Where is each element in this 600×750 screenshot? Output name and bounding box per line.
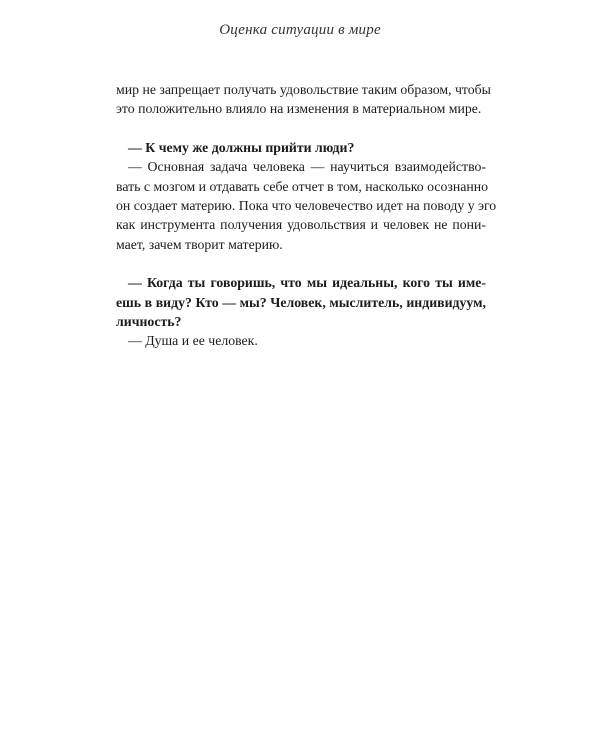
text-line: как инструмента получения удовольствия и человек не пони- bbox=[116, 217, 486, 233]
paragraph-continuation bbox=[116, 80, 491, 119]
question-line: ешь в виду? Кто — мы? Человек, мыслитель, индивидуум, bbox=[116, 294, 486, 310]
question-1 bbox=[116, 138, 486, 157]
question-2 bbox=[116, 273, 486, 331]
answer-1 bbox=[116, 157, 497, 254]
question-line: личность? bbox=[116, 314, 182, 330]
text-line: вать с мозгом и отдавать себе отчет в том, насколько осознанно bbox=[116, 178, 489, 194]
text-line: — Душа и ее человек. bbox=[128, 333, 258, 349]
running-header: Оценка ситуации в мире bbox=[219, 22, 381, 38]
question-line: — Когда ты говоришь, что мы идеальны, кого ты име- bbox=[128, 275, 486, 291]
text-line: он создает материю. Пока что человечество идет на поводу у эго bbox=[116, 198, 497, 214]
paragraph-gap bbox=[116, 119, 486, 138]
answer-2 bbox=[116, 331, 486, 350]
question-line: — К чему же должны прийти люди? bbox=[128, 139, 355, 155]
page-text bbox=[116, 80, 497, 351]
text-line: мает, зачем творит материю. bbox=[116, 236, 283, 252]
text-line: — Основная задача человека — научиться взаимодейство- bbox=[128, 159, 486, 175]
text-line: мир не запрещает получать удовольствие таким образом, чтобы bbox=[116, 82, 491, 97]
paragraph-gap bbox=[116, 254, 486, 273]
text-line: это положительно влияло на изменения в материальном мире. bbox=[116, 101, 482, 117]
